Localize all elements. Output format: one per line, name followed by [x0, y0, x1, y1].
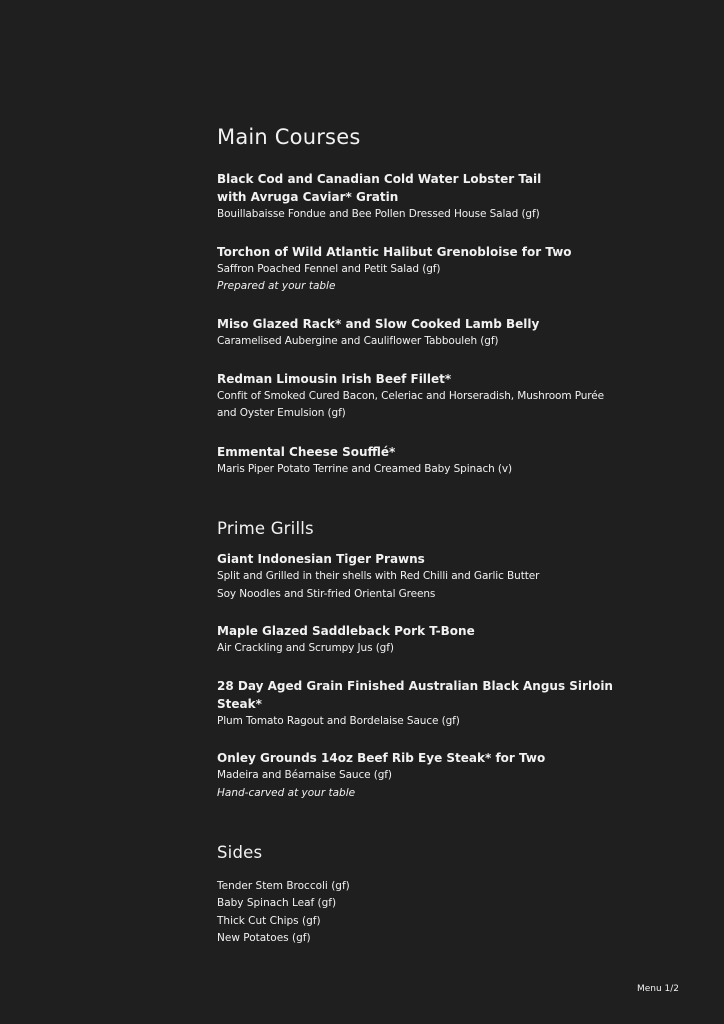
menu-item-name: Black Cod and Canadian Cold Water Lobster Tail with Avruga Caviar* Gratin — [217, 172, 542, 204]
menu-page — [217, 124, 637, 948]
menu-item-description: Bouillabaisse Fondue and Bee Pollen Dressed House Salad (gf) — [217, 208, 540, 220]
section-title-main-courses: Main Courses — [217, 125, 361, 149]
menu-item-description: Split and Grilled in their shells with Red Chilli and Garlic Butter Soy Noodles and Stir-fried Oriental Greens — [217, 570, 540, 600]
menu-item-note: Hand-carved at your table — [217, 786, 356, 799]
menu-item-description: Madeira and Béarnaise Sauce (gf) — [217, 769, 392, 781]
menu-item-description: Confit of Smoked Cured Bacon, Celeriac and Horseradish, Mushroom Purée and Oyster Emulsion (gf) — [217, 389, 605, 419]
menu-item-description: Saffron Poached Fennel and Petit Salad (gf) — [217, 262, 441, 275]
menu-item-name: Giant Indonesian Tiger Prawns — [217, 552, 425, 566]
menu-item-description: Maris Piper Potato Terrine and Creamed Baby Spinach (v) — [217, 462, 513, 475]
menu-item — [217, 677, 637, 731]
menu-item — [217, 749, 637, 802]
side-item: Tender Stem Broccoli (gf) — [217, 879, 350, 892]
side-item: Baby Spinach Leaf (gf) — [217, 897, 337, 909]
menu-item — [217, 370, 637, 423]
menu-item-name: 28 Day Aged Grain Finished Australian Black Angus Sirloin Steak* — [217, 678, 613, 711]
menu-item-description: Caramelised Aubergine and Cauliflower Tabbouleh (gf) — [217, 335, 499, 347]
menu-item-description: Air Crackling and Scrumpy Jus (gf) — [217, 642, 394, 654]
menu-item-description: Plum Tomato Ragout and Bordelaise Sauce (gf) — [217, 714, 460, 727]
menu-item-name: Emmental Cheese Soufflé* — [217, 444, 396, 459]
section-title-prime-grills: Prime Grills — [217, 519, 314, 538]
menu-item — [217, 243, 637, 296]
menu-item-name: Torchon of Wild Atlantic Halibut Grenobloise for Two — [217, 244, 572, 259]
menu-item-name: Onley Grounds 14oz Beef Rib Eye Steak* for Two — [217, 751, 546, 765]
section-title-sides: Sides — [217, 842, 263, 862]
menu-item — [217, 622, 637, 658]
menu-item-name: Miso Glazed Rack* and Slow Cooked Lamb Belly — [217, 317, 540, 331]
menu-item — [217, 315, 637, 351]
menu-item-name: Redman Limousin Irish Beef Fillet* — [217, 371, 452, 386]
menu-item — [217, 170, 637, 224]
side-item: New Potatoes (gf) — [217, 932, 311, 944]
page-number: Menu 1/2 — [636, 984, 679, 994]
menu-item-name: Maple Glazed Saddleback Pork T-Bone — [217, 624, 475, 638]
menu-item — [217, 443, 637, 479]
menu-item — [217, 550, 637, 603]
side-item: Thick Cut Chips (gf) — [217, 914, 321, 927]
menu-item-note: Prepared at your table — [217, 280, 336, 292]
